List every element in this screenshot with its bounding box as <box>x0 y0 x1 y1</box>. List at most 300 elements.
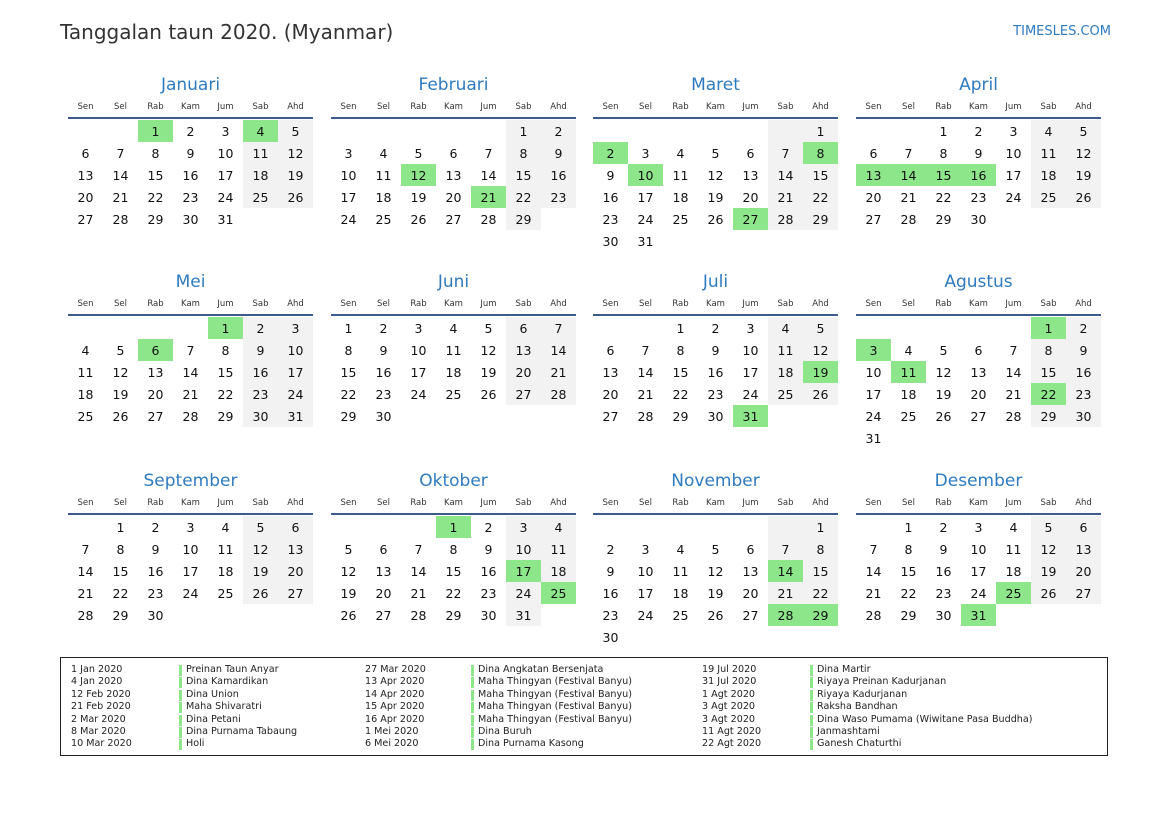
day-cell: 3 <box>641 541 650 557</box>
holiday-marker <box>471 677 474 688</box>
day-cell: 28 <box>541 383 576 405</box>
empty-cell <box>208 604 243 626</box>
weekday-label: Sen <box>602 102 619 112</box>
day-cell: 13 <box>375 563 392 579</box>
empty-cell <box>628 626 663 648</box>
day-cell: 17 <box>637 189 654 205</box>
day-cell: 30 <box>707 408 724 424</box>
weekday-label: Sel <box>639 299 652 309</box>
day-cell: 17 <box>182 563 199 579</box>
day-cell: 23 <box>243 383 278 405</box>
day-cell: 8 <box>151 145 160 161</box>
day-grid <box>331 317 576 427</box>
day-cell: 26 <box>480 386 497 402</box>
day-cell: 4 <box>449 320 458 336</box>
weekday-label: Sen <box>77 498 94 508</box>
holiday-day: 1 <box>208 317 243 339</box>
day-cell: 14 <box>865 563 882 579</box>
day-cell: 19 <box>1031 560 1066 582</box>
empty-cell <box>103 120 138 142</box>
day-cell: 10 <box>1005 145 1022 161</box>
day-cell: 26 <box>410 211 427 227</box>
day-cell: 18 <box>217 563 234 579</box>
day-cell: 11 <box>768 339 803 361</box>
day-cell: 18 <box>672 189 689 205</box>
day-cell: 26 <box>803 383 838 405</box>
holiday-marker <box>179 702 182 713</box>
weekday-label: Jum <box>480 498 497 508</box>
day-cell: 23 <box>480 585 497 601</box>
empty-cell <box>961 427 996 449</box>
empty-cell <box>331 120 366 142</box>
day-cell: 10 <box>340 167 357 183</box>
day-cell: 1 <box>116 519 125 535</box>
day-cell: 24 <box>637 211 654 227</box>
holiday-row <box>702 714 1032 726</box>
holiday-name: Maha Thingyan (Festival Banyu) <box>478 688 633 700</box>
day-cell: 7 <box>768 142 803 164</box>
holiday-marker <box>810 739 813 750</box>
day-cell: 27 <box>1066 582 1101 604</box>
day-cell: 30 <box>970 211 987 227</box>
weekday-label: Jum <box>1005 299 1022 309</box>
day-cell: 18 <box>445 364 462 380</box>
empty-cell <box>278 604 313 626</box>
day-cell: 19 <box>1066 164 1101 186</box>
day-cell: 23 <box>541 186 576 208</box>
holiday-marker <box>179 727 182 738</box>
weekday-label: Ahd <box>550 498 567 508</box>
holiday-day: 11 <box>891 361 926 383</box>
day-cell: 21 <box>865 585 882 601</box>
month-name: Maret <box>691 75 740 95</box>
day-cell: 13 <box>602 364 619 380</box>
holiday-row <box>702 726 1032 738</box>
empty-cell <box>401 516 436 538</box>
holiday-day: 29 <box>803 604 838 626</box>
month-oktober <box>331 470 576 626</box>
day-cell: 27 <box>445 211 462 227</box>
header-rule <box>331 314 576 316</box>
day-cell: 23 <box>147 585 164 601</box>
day-cell: 26 <box>243 582 278 604</box>
day-grid <box>593 120 838 252</box>
weekday-label: Rab <box>672 498 689 508</box>
empty-cell <box>891 427 926 449</box>
empty-cell <box>961 317 996 339</box>
day-cell: 27 <box>742 607 759 623</box>
day-grid <box>68 317 313 427</box>
empty-cell <box>1066 604 1101 626</box>
day-cell: 26 <box>1066 186 1101 208</box>
day-cell: 8 <box>939 145 948 161</box>
holiday-row <box>71 701 401 713</box>
day-cell: 11 <box>1005 541 1022 557</box>
header-rule <box>593 513 838 515</box>
day-cell: 4 <box>1009 519 1018 535</box>
day-cell: 22 <box>217 386 234 402</box>
empty-cell <box>698 120 733 142</box>
day-cell: 28 <box>77 607 94 623</box>
day-cell: 6 <box>379 541 388 557</box>
holiday-marker <box>179 677 182 688</box>
empty-cell <box>663 230 698 252</box>
day-cell: 2 <box>379 320 388 336</box>
day-cell: 24 <box>506 582 541 604</box>
weekday-header <box>593 100 838 114</box>
header-rule <box>68 513 313 515</box>
day-cell: 16 <box>602 189 619 205</box>
empty-cell <box>768 120 803 142</box>
day-cell: 10 <box>865 364 882 380</box>
header-rule <box>856 513 1101 515</box>
day-cell: 28 <box>900 211 917 227</box>
day-cell: 12 <box>243 538 278 560</box>
day-cell: 26 <box>1031 582 1066 604</box>
day-cell: 3 <box>414 320 423 336</box>
day-cell: 3 <box>746 320 755 336</box>
empty-cell <box>541 208 576 230</box>
day-cell: 16 <box>243 361 278 383</box>
day-cell: 24 <box>340 211 357 227</box>
day-cell: 19 <box>278 164 313 186</box>
day-cell: 31 <box>506 604 541 626</box>
weekday-label: Kam <box>706 498 725 508</box>
day-cell: 20 <box>147 386 164 402</box>
day-cell: 24 <box>217 189 234 205</box>
day-cell: 28 <box>865 607 882 623</box>
empty-cell <box>768 626 803 648</box>
day-cell: 22 <box>112 585 129 601</box>
weekday-label: Ahd <box>812 102 829 112</box>
day-cell: 6 <box>81 145 90 161</box>
day-cell: 13 <box>77 167 94 183</box>
day-cell: 2 <box>243 317 278 339</box>
day-cell: 19 <box>480 364 497 380</box>
day-cell: 6 <box>506 317 541 339</box>
day-cell: 30 <box>935 607 952 623</box>
day-cell: 2 <box>151 519 160 535</box>
day-cell: 21 <box>541 361 576 383</box>
weekday-label: Sel <box>377 102 390 112</box>
month-april <box>856 74 1101 230</box>
day-cell: 13 <box>445 167 462 183</box>
day-cell: 3 <box>506 516 541 538</box>
day-cell: 6 <box>746 541 755 557</box>
empty-cell <box>1031 208 1066 230</box>
day-cell: 31 <box>865 430 882 446</box>
day-cell: 15 <box>900 563 917 579</box>
empty-cell <box>996 208 1031 230</box>
holiday-column <box>702 664 1032 751</box>
weekday-label: Sen <box>602 299 619 309</box>
holiday-date: 8 Mar 2020 <box>71 725 126 737</box>
day-cell: 13 <box>742 563 759 579</box>
holiday-date: 15 Apr 2020 <box>365 701 425 713</box>
day-cell: 11 <box>541 538 576 560</box>
day-cell: 24 <box>637 607 654 623</box>
day-cell: 2 <box>484 519 493 535</box>
day-cell: 12 <box>707 563 724 579</box>
empty-cell <box>926 427 961 449</box>
day-cell: 15 <box>147 167 164 183</box>
day-cell: 2 <box>541 120 576 142</box>
day-cell: 22 <box>900 585 917 601</box>
holiday-name: Maha Shivaratri <box>186 701 262 713</box>
day-cell: 26 <box>707 211 724 227</box>
day-cell: 5 <box>711 541 720 557</box>
day-grid <box>68 516 313 626</box>
weekday-label: Sel <box>377 299 390 309</box>
month-november <box>593 470 838 648</box>
day-cell: 30 <box>375 408 392 424</box>
holiday-date: 2 Mar 2020 <box>71 713 126 725</box>
day-cell: 6 <box>869 145 878 161</box>
header-rule <box>593 314 838 316</box>
day-cell: 19 <box>410 189 427 205</box>
holiday-day: 25 <box>996 582 1031 604</box>
day-cell: 13 <box>742 167 759 183</box>
day-cell: 16 <box>602 585 619 601</box>
holiday-name: Maha Thingyan (Festival Banyu) <box>478 713 633 725</box>
day-cell: 5 <box>116 342 125 358</box>
day-cell: 21 <box>768 186 803 208</box>
day-cell: 21 <box>410 585 427 601</box>
day-grid <box>331 120 576 230</box>
day-cell: 27 <box>278 582 313 604</box>
empty-cell <box>768 516 803 538</box>
day-cell: 24 <box>278 383 313 405</box>
day-cell: 4 <box>81 342 90 358</box>
holiday-day: 10 <box>628 164 663 186</box>
day-cell: 6 <box>746 145 755 161</box>
holiday-day: 27 <box>733 208 768 230</box>
holiday-marker <box>471 690 474 701</box>
day-cell: 24 <box>410 386 427 402</box>
empty-cell <box>593 516 628 538</box>
day-cell: 20 <box>445 189 462 205</box>
day-cell: 15 <box>445 563 462 579</box>
holiday-date: 14 Apr 2020 <box>365 688 425 700</box>
empty-cell <box>996 604 1031 626</box>
day-cell: 11 <box>77 364 94 380</box>
day-cell: 29 <box>506 208 541 230</box>
day-cell: 13 <box>1066 538 1101 560</box>
day-cell: 22 <box>445 585 462 601</box>
weekday-label: Rab <box>410 299 427 309</box>
day-cell: 22 <box>803 186 838 208</box>
day-cell: 8 <box>1031 339 1066 361</box>
holiday-name: Dina Petani <box>186 713 241 725</box>
day-cell: 20 <box>742 189 759 205</box>
day-cell: 1 <box>676 320 685 336</box>
month-september <box>68 470 313 626</box>
day-cell: 25 <box>900 408 917 424</box>
empty-cell <box>366 120 401 142</box>
header-rule <box>856 117 1101 119</box>
day-cell: 8 <box>803 538 838 560</box>
empty-cell <box>593 120 628 142</box>
day-cell: 1 <box>803 516 838 538</box>
day-cell: 5 <box>939 342 948 358</box>
weekday-label: Rab <box>672 299 689 309</box>
empty-cell <box>331 516 366 538</box>
day-cell: 19 <box>707 585 724 601</box>
holiday-row <box>71 676 401 688</box>
empty-cell <box>733 626 768 648</box>
day-cell: 10 <box>278 339 313 361</box>
empty-cell <box>891 120 926 142</box>
day-cell: 20 <box>375 585 392 601</box>
weekday-label: Sen <box>77 299 94 309</box>
holiday-date: 1 Agt 2020 <box>702 688 756 700</box>
day-cell: 24 <box>742 386 759 402</box>
weekday-label: Rab <box>147 102 164 112</box>
holiday-day: 16 <box>961 164 996 186</box>
day-cell: 7 <box>81 541 90 557</box>
day-cell: 5 <box>803 317 838 339</box>
weekday-label: Sab <box>1040 299 1057 309</box>
day-cell: 14 <box>112 167 129 183</box>
day-cell: 28 <box>410 607 427 623</box>
day-cell: 29 <box>217 408 234 424</box>
day-cell: 16 <box>1066 361 1101 383</box>
day-cell: 21 <box>1005 386 1022 402</box>
holiday-day: 19 <box>803 361 838 383</box>
holiday-marker <box>179 665 182 676</box>
day-cell: 24 <box>865 408 882 424</box>
holiday-day: 1 <box>436 516 471 538</box>
day-cell: 14 <box>768 164 803 186</box>
day-cell: 12 <box>112 364 129 380</box>
holiday-row <box>702 689 1032 701</box>
day-cell: 30 <box>243 405 278 427</box>
day-cell: 18 <box>768 361 803 383</box>
holiday-day: 14 <box>891 164 926 186</box>
day-cell: 12 <box>803 339 838 361</box>
weekday-header <box>68 496 313 510</box>
day-cell: 30 <box>1066 405 1101 427</box>
day-cell: 18 <box>541 560 576 582</box>
month-name: Juni <box>437 272 470 292</box>
empty-cell <box>803 230 838 252</box>
day-cell: 5 <box>1066 120 1101 142</box>
brand-link[interactable]: TIMESLES.COM <box>1013 24 1111 39</box>
empty-cell <box>436 120 471 142</box>
weekday-label: Jum <box>742 498 759 508</box>
day-cell: 6 <box>449 145 458 161</box>
empty-cell <box>243 604 278 626</box>
day-cell: 30 <box>480 607 497 623</box>
holiday-day: 17 <box>506 560 541 582</box>
day-cell: 10 <box>506 538 541 560</box>
page-title: Tanggalan taun 2020. (Myanmar) <box>60 20 394 44</box>
holiday-date: 12 Feb 2020 <box>71 688 131 700</box>
empty-cell <box>628 516 663 538</box>
holiday-column <box>71 664 401 751</box>
holiday-row <box>71 738 401 750</box>
holiday-day: 3 <box>856 339 891 361</box>
empty-cell <box>173 604 208 626</box>
day-cell: 22 <box>147 189 164 205</box>
holiday-name: Dina Purnama Kasong <box>478 738 584 750</box>
weekday-label: Rab <box>410 498 427 508</box>
empty-cell <box>1066 427 1101 449</box>
weekday-header <box>856 297 1101 311</box>
weekday-header <box>856 496 1101 510</box>
holiday-name: Maha Thingyan (Festival Banyu) <box>478 676 633 688</box>
month-name: Agustus <box>944 272 1013 292</box>
weekday-header <box>68 100 313 114</box>
weekday-label: Sab <box>777 299 794 309</box>
month-name: November <box>671 471 760 491</box>
day-cell: 3 <box>974 519 983 535</box>
holiday-date: 22 Agt 2020 <box>702 738 762 750</box>
day-cell: 21 <box>637 386 654 402</box>
day-cell: 20 <box>865 189 882 205</box>
day-cell: 7 <box>1009 342 1018 358</box>
day-cell: 8 <box>116 541 125 557</box>
day-cell: 26 <box>278 186 313 208</box>
month-desember <box>856 470 1101 626</box>
header-rule <box>68 117 313 119</box>
weekday-label: Jum <box>742 299 759 309</box>
header-rule <box>331 117 576 119</box>
holiday-date: 3 Agt 2020 <box>702 713 756 725</box>
weekday-label: Ahd <box>287 498 304 508</box>
day-cell: 3 <box>186 519 195 535</box>
day-cell: 21 <box>900 189 917 205</box>
header-rule <box>331 513 576 515</box>
day-cell: 25 <box>375 211 392 227</box>
day-cell: 13 <box>278 538 313 560</box>
empty-cell <box>768 230 803 252</box>
weekday-label: Sel <box>114 299 127 309</box>
day-cell: 23 <box>602 607 619 623</box>
month-agustus <box>856 271 1101 449</box>
empty-cell <box>891 317 926 339</box>
month-juni <box>331 271 576 427</box>
day-cell: 28 <box>182 408 199 424</box>
day-cell: 21 <box>768 582 803 604</box>
holiday-name: Raksha Bandhan <box>817 701 898 713</box>
holiday-marker <box>810 702 813 713</box>
weekday-header <box>68 297 313 311</box>
day-cell: 16 <box>541 164 576 186</box>
day-cell: 12 <box>707 167 724 183</box>
day-cell: 25 <box>768 383 803 405</box>
weekday-label: Ahd <box>1075 102 1092 112</box>
day-cell: 5 <box>243 516 278 538</box>
day-cell: 7 <box>186 342 195 358</box>
holiday-day: 31 <box>961 604 996 626</box>
day-cell: 13 <box>970 364 987 380</box>
weekday-label: Sab <box>515 299 532 309</box>
day-cell: 29 <box>340 408 357 424</box>
weekday-label: Kam <box>444 498 463 508</box>
day-cell: 5 <box>344 541 353 557</box>
day-grid <box>331 516 576 626</box>
holiday-marker <box>810 677 813 688</box>
day-cell: 9 <box>186 145 195 161</box>
day-cell: 25 <box>672 211 689 227</box>
day-cell: 1 <box>803 120 838 142</box>
holiday-date: 4 Jan 2020 <box>71 676 123 688</box>
holiday-day: 1 <box>1031 317 1066 339</box>
day-cell: 11 <box>217 541 234 557</box>
day-cell: 15 <box>1031 361 1066 383</box>
day-cell: 14 <box>182 364 199 380</box>
